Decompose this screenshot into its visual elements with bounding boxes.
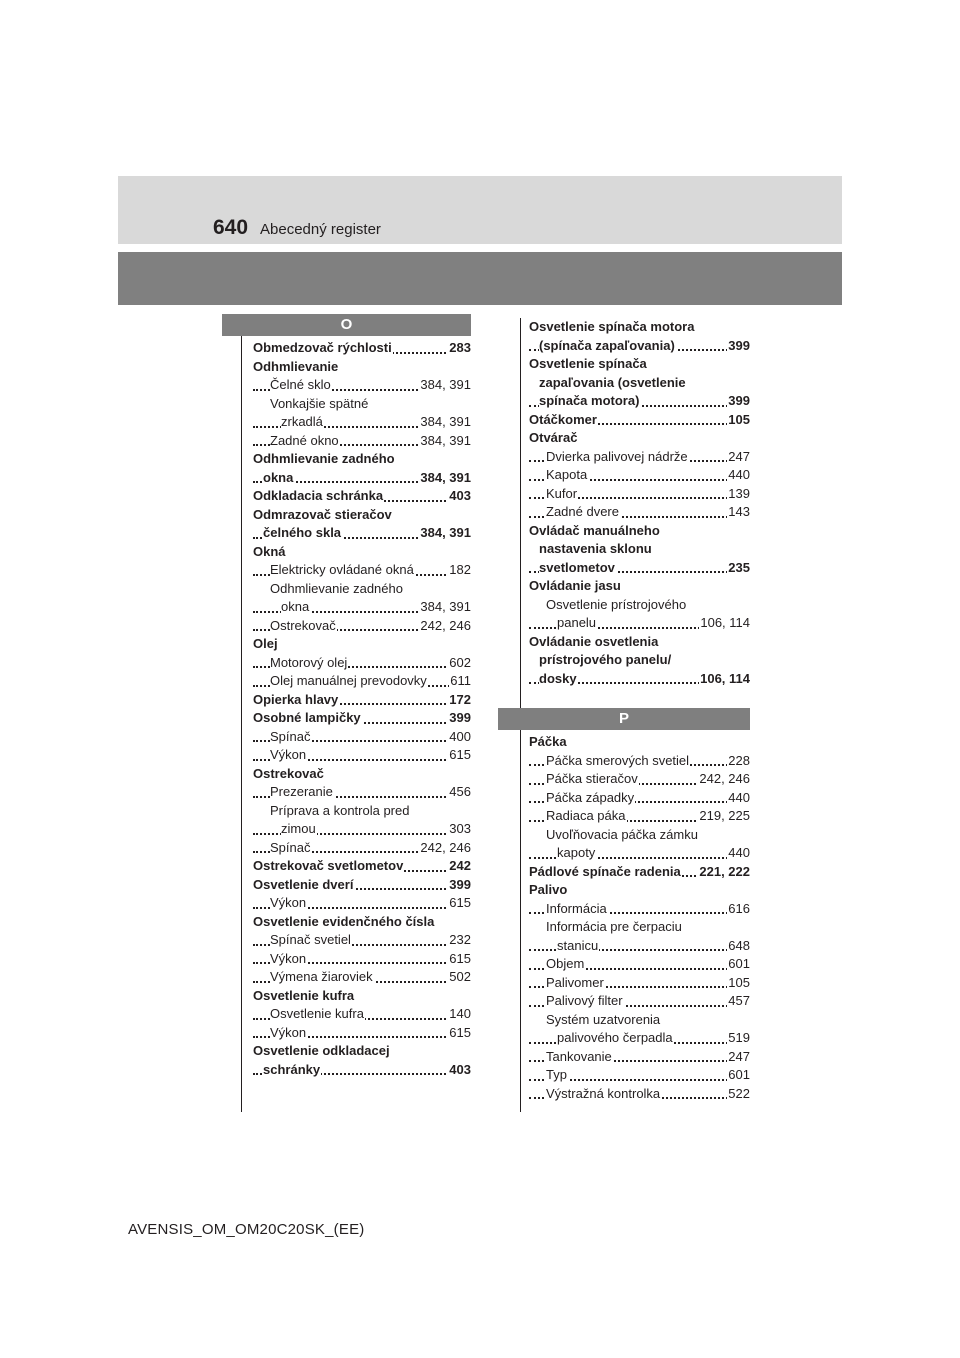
index-entry-page: 140: [448, 1005, 471, 1024]
index-entry-page: 403: [448, 1061, 471, 1080]
index-entry: [253, 450, 471, 469]
index-entry-page: 440: [727, 844, 750, 863]
index-entry-page: 616: [727, 900, 750, 919]
index-entry: [253, 1042, 471, 1061]
index-entry-text: Olej: [253, 636, 278, 651]
index-entry-text: Páčka západky: [546, 789, 635, 805]
index-entry-text: Olej manuálnej prevodovky: [270, 673, 427, 688]
header-dark-band: [118, 252, 842, 305]
index-entry-page: 399: [448, 876, 471, 895]
index-entry-page: 105: [727, 411, 750, 430]
index-entry-page: 235: [727, 559, 750, 578]
index-entry-page: 611: [449, 672, 471, 691]
index-entry: [529, 651, 750, 670]
index-entry: [253, 524, 471, 543]
index-entry: [253, 968, 471, 987]
index-entry-text: panelu: [557, 615, 597, 630]
index-entry: [253, 950, 471, 969]
index-entry-text: palivového čerpadla: [557, 1030, 673, 1045]
index-entry-text: spínača motora): [539, 393, 640, 408]
index-entry-page: 440: [727, 789, 750, 808]
index-entry: [529, 429, 750, 448]
index-entry: [529, 337, 750, 356]
index-entry: [253, 802, 471, 821]
index-entry-page: 139: [727, 485, 750, 504]
index-entry: [253, 691, 471, 710]
left-index-column: [253, 339, 471, 1079]
index-entry: [529, 614, 750, 633]
index-entry-text: Ostrekovač: [270, 617, 336, 633]
index-entry: [529, 789, 750, 808]
index-entry: [253, 1005, 471, 1024]
index-entry: [529, 503, 750, 522]
index-entry: [529, 540, 750, 559]
index-entry-text: Kapota: [546, 467, 588, 482]
index-entry-page: 219, 225: [698, 807, 750, 826]
index-entry-text: Osvetlenie odkladacej: [253, 1043, 390, 1058]
index-entry-text: Vonkajšie spätné: [270, 395, 369, 411]
index-entry-text: Osvetlenie prístrojového: [546, 596, 687, 612]
index-entry: [529, 881, 750, 900]
index-entry-page: 182: [448, 561, 471, 580]
index-entry-text: Systém uzatvorenia: [546, 1011, 661, 1027]
index-entry: [253, 376, 471, 395]
index-entry-page: 384, 391: [419, 469, 471, 488]
index-entry: [253, 339, 471, 358]
index-entry-page: 105: [727, 974, 750, 993]
index-entry-page: 615: [448, 950, 471, 969]
index-entry: [529, 992, 750, 1011]
index-entry-text: Ovládanie osvetlenia: [529, 633, 659, 649]
index-entry-page: 615: [448, 1024, 471, 1043]
index-entry-text: Páčka smerových svetiel: [546, 752, 690, 768]
index-entry-page: 399: [727, 392, 750, 411]
index-entry-text: zapaľovania (osvetlenie: [539, 374, 686, 390]
index-entry: [529, 1066, 750, 1085]
index-entry-page: 522: [727, 1085, 750, 1104]
index-entry-text: Objem: [546, 956, 585, 971]
index-entry: [529, 411, 750, 430]
index-entry: [529, 807, 750, 826]
index-entry-text: Prezeranie: [270, 784, 333, 799]
index-entry-text: Odhmlievanie zadného: [270, 580, 403, 596]
index-entry: [529, 485, 750, 504]
index-entry-text: Typ: [546, 1067, 567, 1082]
index-entry-page: 384, 391: [419, 432, 471, 451]
index-entry-page: 242, 246: [419, 839, 471, 858]
index-entry: [253, 506, 471, 525]
index-entry-text: Osvetlenie spínača: [529, 356, 647, 371]
index-entry: [253, 857, 471, 876]
index-entry-text: Spínač: [270, 728, 311, 744]
index-entry-text: Dvierka palivovej nádrže: [546, 448, 688, 464]
index-entry-text: Informácia pre čerpaciu: [546, 919, 682, 934]
right-index-column-bottom: [529, 733, 750, 1103]
index-entry-page: 228: [727, 752, 750, 771]
index-entry: [253, 561, 471, 580]
index-entry: [253, 432, 471, 451]
index-entry: [529, 596, 750, 615]
index-entry-text: Výkon: [270, 747, 307, 762]
index-entry-text: Okná: [253, 543, 286, 559]
index-entry-page: 384, 391: [419, 524, 471, 543]
index-entry-text: Palivo: [529, 882, 568, 897]
index-entry-page: 242, 246: [419, 617, 471, 636]
index-entry-text: Spínač: [270, 839, 311, 855]
index-entry-text: Otvárač: [529, 430, 578, 445]
index-entry: [529, 752, 750, 771]
index-entry-page: 232: [448, 931, 471, 950]
index-entry-page: 221, 222: [698, 863, 750, 882]
index-entry-text: Osvetlenie kufra: [253, 987, 355, 1003]
index-entry-text: Osvetlenie dverí: [253, 876, 354, 892]
page-number: 640: [213, 216, 249, 239]
index-entry-text: (spínača zapaľovania): [539, 337, 675, 353]
index-entry: [253, 709, 471, 728]
index-entry-text: Palivový filter: [546, 993, 623, 1008]
index-entry-page: 106, 114: [699, 614, 750, 633]
index-entry: [253, 839, 471, 858]
index-entry: [529, 522, 750, 541]
index-entry-text: Uvoľňovacia páčka zámku: [546, 826, 698, 842]
index-entry: [253, 783, 471, 802]
letter-heading-p: P: [498, 708, 750, 730]
index-entry: [529, 826, 750, 845]
index-entry: [529, 900, 750, 919]
index-entry-text: Opierka hlavy: [253, 691, 339, 707]
index-entry: [253, 580, 471, 599]
index-entry-text: prístrojového panelu/: [539, 652, 672, 667]
index-entry: [253, 395, 471, 414]
index-entry-text: Otáčkomer: [529, 411, 597, 427]
index-entry-text: Osvetlenie evidenčného čísla: [253, 913, 435, 929]
index-entry: [253, 617, 471, 636]
index-entry-page: 457: [727, 992, 750, 1011]
document-code: AVENSIS_OM_OM20C20SK_(EE): [128, 1221, 365, 1238]
section-title: Abecedný register: [260, 221, 381, 238]
index-entry-page: 247: [727, 448, 750, 467]
index-entry-text: nastavenia sklonu: [539, 541, 652, 556]
index-entry-text: Výkon: [270, 895, 307, 910]
index-entry-page: 384, 391: [419, 376, 471, 395]
index-entry-text: Výmena žiaroviek: [270, 969, 373, 984]
index-entry: [529, 937, 750, 956]
index-entry: [529, 392, 750, 411]
index-entry-text: Osobné lampičky: [253, 710, 361, 725]
index-entry: [253, 765, 471, 784]
index-entry-page: 242, 246: [698, 770, 750, 789]
index-entry: [529, 448, 750, 467]
index-entry-page: 242: [448, 857, 471, 876]
index-entry-text: Zadné okno: [270, 432, 339, 448]
index-entry-page: 172: [448, 691, 471, 710]
index-entry: [529, 559, 750, 578]
index-entry-text: svetlometov: [539, 559, 615, 575]
index-entry-page: 400: [448, 728, 471, 747]
index-entry: [529, 1011, 750, 1030]
index-entry-page: 615: [448, 894, 471, 913]
index-entry: [253, 487, 471, 506]
index-entry: [253, 876, 471, 895]
index-entry-text: Elektricky ovládané okná: [270, 562, 414, 577]
index-entry-text: stanicu: [557, 937, 599, 953]
index-entry: [529, 844, 750, 863]
index-entry: [529, 466, 750, 485]
index-entry: [529, 974, 750, 993]
index-entry: [253, 635, 471, 654]
index-entry: [253, 894, 471, 913]
index-entry-page: 403: [448, 487, 471, 506]
index-entry: [253, 913, 471, 932]
index-entry-text: Spínač svetiel: [270, 932, 351, 947]
index-entry: [529, 1085, 750, 1104]
index-entry-text: Obmedzovač rýchlosti: [253, 340, 392, 355]
index-entry: [529, 770, 750, 789]
index-entry-page: 615: [448, 746, 471, 765]
index-entry-text: zimou: [281, 821, 316, 836]
index-entry-page: 519: [727, 1029, 750, 1048]
index-entry: [253, 598, 471, 617]
index-entry: [253, 1061, 471, 1080]
index-entry-text: Radiaca páka: [546, 808, 626, 823]
index-entry: [253, 543, 471, 562]
index-entry-page: 384, 391: [419, 413, 471, 432]
index-entry: [253, 987, 471, 1006]
index-entry-text: Ostrekovač: [253, 765, 324, 781]
index-entry-text: Motorový olej: [270, 654, 348, 670]
index-entry-text: Kufor: [546, 485, 578, 501]
index-entry-page: 283: [448, 339, 471, 358]
index-entry-page: 602: [448, 654, 471, 673]
index-entry-page: 601: [727, 955, 750, 974]
index-entry-page: 399: [727, 337, 750, 356]
index-entry: [529, 355, 750, 374]
index-entry: [529, 733, 750, 752]
index-entry-page: 303: [448, 820, 471, 839]
index-entry-text: okna: [281, 599, 310, 614]
index-entry: [529, 577, 750, 596]
index-entry-text: Výkon: [270, 1024, 307, 1040]
index-entry-page: 143: [727, 503, 750, 522]
index-entry-text: Zadné dvere: [546, 504, 619, 519]
index-entry: [529, 1029, 750, 1048]
index-entry-page: 399: [448, 709, 471, 728]
index-entry: [253, 358, 471, 377]
index-entry-text: Ostrekovač svetlometov: [253, 858, 404, 873]
index-entry: [529, 633, 750, 652]
index-entry: [529, 318, 750, 337]
index-entry-text: Tankovanie: [546, 1048, 612, 1064]
index-entry-text: okna: [263, 469, 294, 485]
index-entry: [529, 863, 750, 882]
index-entry-page: 456: [448, 783, 471, 802]
index-entry-page: 384, 391: [419, 598, 471, 617]
index-entry: [529, 670, 750, 689]
index-entry: [253, 413, 471, 432]
left-column-rule: [241, 336, 242, 1112]
index-entry-text: Odhmlievanie: [253, 358, 339, 374]
index-entry: [253, 654, 471, 673]
index-entry-text: Ovládač manuálneho: [529, 522, 660, 538]
index-entry-page: 106, 114: [699, 670, 750, 689]
index-entry-page: 648: [727, 937, 750, 956]
index-entry: [253, 820, 471, 839]
index-entry-text: Pádlové spínače radenia: [529, 863, 681, 879]
index-entry-text: Palivomer: [546, 974, 604, 990]
index-entry-text: kapoty: [557, 845, 596, 860]
index-entry: [253, 746, 471, 765]
right-index-column-top: [529, 318, 750, 688]
index-entry-text: Čelné sklo: [270, 377, 331, 392]
index-entry-text: Informácia: [546, 900, 607, 916]
index-entry-text: Výstražná kontrolka: [546, 1085, 661, 1101]
index-entry: [529, 374, 750, 393]
letter-heading-o: O: [222, 314, 471, 336]
index-entry: [529, 918, 750, 937]
index-entry: [253, 931, 471, 950]
index-entry: [253, 1024, 471, 1043]
index-entry-text: čelného skla: [263, 525, 342, 540]
index-entry-text: Výkon: [270, 950, 307, 966]
index-entry: [529, 955, 750, 974]
index-entry: [253, 728, 471, 747]
index-entry-page: 247: [727, 1048, 750, 1067]
index-entry-text: Páčka stieračov: [546, 771, 638, 786]
index-entry: [529, 1048, 750, 1067]
index-entry-page: 601: [727, 1066, 750, 1085]
index-entry-text: Odmrazovač stieračov: [253, 506, 392, 522]
index-entry: [253, 469, 471, 488]
index-entry-text: Príprava a kontrola pred: [270, 802, 410, 818]
index-entry-text: zrkadlá: [281, 414, 323, 429]
index-entry-text: Osvetlenie kufra: [270, 1006, 364, 1021]
index-entry: [253, 672, 471, 691]
index-entry-text: Odhmlievanie zadného: [253, 451, 395, 466]
index-entry-text: Ovládanie jasu: [529, 578, 621, 593]
index-entry-text: Osvetlenie spínača motora: [529, 319, 695, 334]
index-entry-page: 502: [448, 968, 471, 987]
index-entry-text: dosky: [539, 670, 577, 686]
index-entry-page: 440: [727, 466, 750, 485]
index-entry-text: Odkladacia schránka: [253, 488, 384, 503]
index-entry-text: Páčka: [529, 734, 567, 749]
index-entry-text: schránky: [263, 1061, 321, 1077]
